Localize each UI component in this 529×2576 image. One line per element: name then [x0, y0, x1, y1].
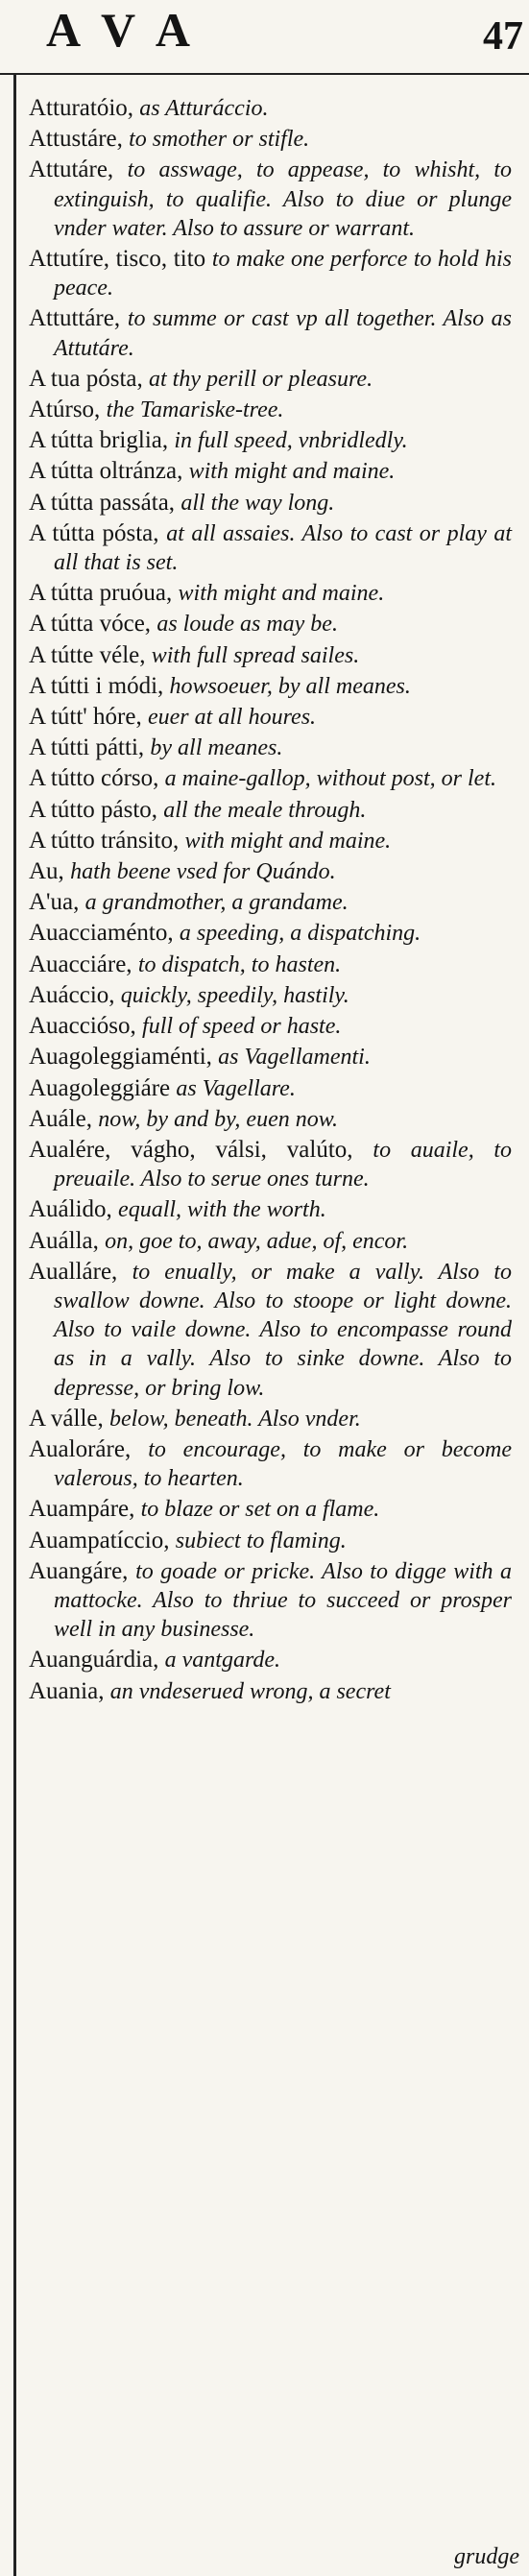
entry-definition: as Atturáccio.	[139, 96, 269, 121]
dictionary-entry	[29, 1105, 512, 1134]
dictionary-entry	[29, 734, 512, 762]
dictionary-entry	[29, 703, 512, 732]
dictionary-entry	[29, 1227, 512, 1256]
entry-headword: Auále,	[29, 1105, 99, 1132]
entry-headword: Aualére, vágho, válsi, valúto,	[29, 1136, 373, 1163]
dictionary-entry	[29, 1435, 512, 1493]
dictionary-entry	[29, 125, 512, 154]
entry-definition: to auaile, to preuaile. Also to serue ones turne.	[54, 1137, 512, 1192]
entry-definition: with might and maine.	[178, 581, 385, 607]
entry-headword: A tútta pósta,	[29, 519, 167, 546]
entry-definition: below, beneath. Also vnder.	[109, 1406, 361, 1432]
dictionary-entry	[29, 857, 512, 886]
dictionary-entry	[29, 764, 512, 793]
entry-headword: Auáccio,	[29, 981, 121, 1008]
entry-headword: Attustáre,	[29, 126, 130, 153]
dictionary-entry	[29, 94, 512, 123]
entry-definition: as Vagellare.	[176, 1075, 296, 1101]
entry-definition: by all meanes.	[150, 735, 283, 761]
entry-headword: Auaccióso,	[29, 1013, 143, 1040]
entry-definition: a grandmother, a grandame.	[84, 890, 349, 916]
dictionary-entry	[29, 1074, 512, 1103]
entry-headword: Attuttáre,	[29, 305, 128, 332]
dictionary-entry	[29, 1557, 512, 1645]
dictionary-entry	[29, 919, 512, 948]
entry-definition: to summe or cast vp all together. Also as Attutáre.	[54, 306, 512, 361]
dictionary-entry	[29, 1043, 512, 1071]
entry-headword: Attutíre, tisco, tito	[29, 246, 212, 273]
catchword: grudge	[454, 2544, 519, 2569]
entry-headword: Auampatíccio,	[29, 1527, 176, 1553]
entry-headword: Attutáre,	[29, 156, 128, 183]
entry-definition: to smother or stifle.	[129, 127, 310, 153]
dictionary-entry	[29, 1646, 512, 1674]
entry-definition: to enually, or make a vally. Also to swallow downe. Also to stoope or light downe. Also to vaile downe. Also to encompasse round as in a vally. Also to sinke downe. Also to depresse, or bring low.	[54, 1259, 512, 1401]
entry-definition: howsoeuer, by all meanes.	[169, 673, 411, 699]
dictionary-entry	[29, 396, 512, 424]
entry-headword: A'ua,	[29, 889, 85, 916]
entry-headword: A tútt' hóre,	[29, 704, 148, 731]
dictionary-entry	[29, 672, 512, 701]
entry-headword: Aualláre,	[29, 1258, 132, 1285]
dictionary-entry	[29, 579, 512, 608]
dictionary-entry	[29, 365, 512, 394]
page-number: 47	[483, 14, 523, 59]
dictionary-entry	[29, 519, 512, 577]
entry-definition: a speeding, a dispatching.	[179, 921, 421, 947]
dictionary-entry	[29, 426, 512, 455]
entry-definition: in full speed, vnbridledly.	[174, 428, 408, 454]
entry-definition: to encourage, to make or become valerous, to hearten.	[54, 1436, 512, 1492]
entry-definition: at all assaies. Also to cast or play at all that is set.	[54, 520, 512, 576]
entry-headword: A tútta vóce,	[29, 611, 157, 638]
entry-headword: A tútta briglia,	[29, 427, 175, 454]
entry-headword: Auangáre,	[29, 1557, 136, 1584]
entry-headword: Auálido,	[29, 1196, 119, 1223]
dictionary-entry	[29, 981, 512, 1010]
entry-definition: euer at all houres.	[147, 705, 317, 731]
entry-headword: A tútta pruóua,	[29, 580, 179, 607]
dictionary-entry	[29, 1495, 512, 1524]
margin-rule	[13, 75, 16, 2576]
entry-list	[29, 94, 512, 1708]
entry-definition: subiect to flaming.	[175, 1528, 347, 1553]
entry-headword: A válle,	[29, 1405, 110, 1432]
entry-headword: Auagoleggiaménti,	[29, 1044, 219, 1071]
entry-definition: full of speed or haste.	[142, 1014, 342, 1040]
entry-headword: A tútto tránsito,	[29, 827, 185, 854]
dictionary-entry	[29, 1136, 512, 1193]
entry-definition: to asswage, to appease, to whisht, to extinguish, to qualifie. Also to diue or plunge vnder water. Also to assure or warrant.	[54, 157, 512, 241]
entry-headword: Aualoráre,	[29, 1435, 149, 1462]
dictionary-entry	[29, 641, 512, 670]
entry-definition: with full spread sailes.	[151, 642, 360, 668]
entry-headword: A tútto córso,	[29, 765, 165, 792]
dictionary-entry	[29, 796, 512, 825]
entry-definition: quickly, speedily, hastily.	[120, 982, 349, 1008]
entry-definition: equall, with the worth.	[118, 1197, 326, 1223]
dictionary-entry	[29, 888, 512, 917]
entry-headword: A tútto pásto,	[29, 796, 164, 823]
running-head: A V A	[46, 3, 197, 57]
entry-headword: A tútti i módi,	[29, 672, 170, 699]
dictionary-entry	[29, 1258, 512, 1403]
entry-definition: on, goe to, away, adue, of, encor.	[105, 1228, 409, 1254]
entry-definition: with might and maine.	[184, 828, 392, 854]
dictionary-entry	[29, 304, 512, 362]
entry-definition: to goade or pricke. Also to digge with a mattocke. Also to thriue to succeed or prosper well in any businesse.	[54, 1558, 512, 1643]
dictionary-entry	[29, 245, 512, 302]
entry-headword: A tútta oltránza,	[29, 458, 189, 485]
entry-definition: all the meale through.	[163, 797, 367, 823]
entry-definition: an vndeserued wrong, a secret	[109, 1678, 391, 1704]
entry-definition: to blaze or set on a flame.	[140, 1497, 380, 1523]
entry-definition: a maine-gallop, without post, or let.	[164, 766, 496, 792]
dictionary-entry	[29, 1677, 512, 1706]
entry-headword: Au,	[29, 858, 71, 885]
entry-definition: at thy perill or pleasure.	[149, 366, 373, 392]
entry-headword: Atturatóio,	[29, 95, 140, 121]
entry-headword: A tútta passáta,	[29, 489, 181, 516]
dictionary-entry	[29, 156, 512, 243]
dictionary-entry	[29, 457, 512, 486]
dictionary-entry	[29, 1195, 512, 1224]
entry-headword: Auacciaménto,	[29, 920, 180, 947]
entry-definition: to dispatch, to hasten.	[137, 951, 342, 977]
entry-definition: all the way long.	[180, 490, 335, 516]
entry-headword: A tútti pátti,	[29, 734, 151, 761]
entry-headword: Auálla,	[29, 1227, 106, 1254]
entry-headword: Auagoleggiáre	[29, 1074, 177, 1101]
dictionary-entry	[29, 827, 512, 855]
entry-definition: to make one perforce to hold his peace.	[54, 247, 512, 301]
entry-headword: A tútte véle,	[29, 641, 152, 668]
dictionary-entry	[29, 1527, 512, 1555]
entry-definition: the Tamariske-tree.	[106, 397, 284, 423]
entry-definition: as Vagellamenti.	[218, 1045, 371, 1071]
dictionary-entry	[29, 610, 512, 638]
entry-definition: as loude as may be.	[156, 612, 338, 638]
entry-headword: A tua pósta,	[29, 365, 149, 392]
entry-headword: Auanguárdia,	[29, 1647, 165, 1673]
entry-headword: Auampáre,	[29, 1496, 141, 1523]
entry-definition: a vantgarde.	[164, 1648, 281, 1673]
dictionary-entry	[29, 951, 512, 979]
dictionary-entry	[29, 1012, 512, 1041]
page-header	[0, 0, 529, 79]
entry-definition: now, by and by, euen now.	[98, 1106, 338, 1132]
dictionary-entry	[29, 1405, 512, 1433]
entry-definition: hath beene vsed for Quándo.	[70, 859, 336, 885]
entry-headword: Auacciáre,	[29, 951, 138, 977]
dictionary-entry	[29, 489, 512, 518]
header-rule	[0, 73, 529, 75]
entry-headword: Auania,	[29, 1677, 110, 1704]
entry-headword: Atúrso,	[29, 397, 107, 423]
entry-definition: with might and maine.	[188, 459, 396, 485]
